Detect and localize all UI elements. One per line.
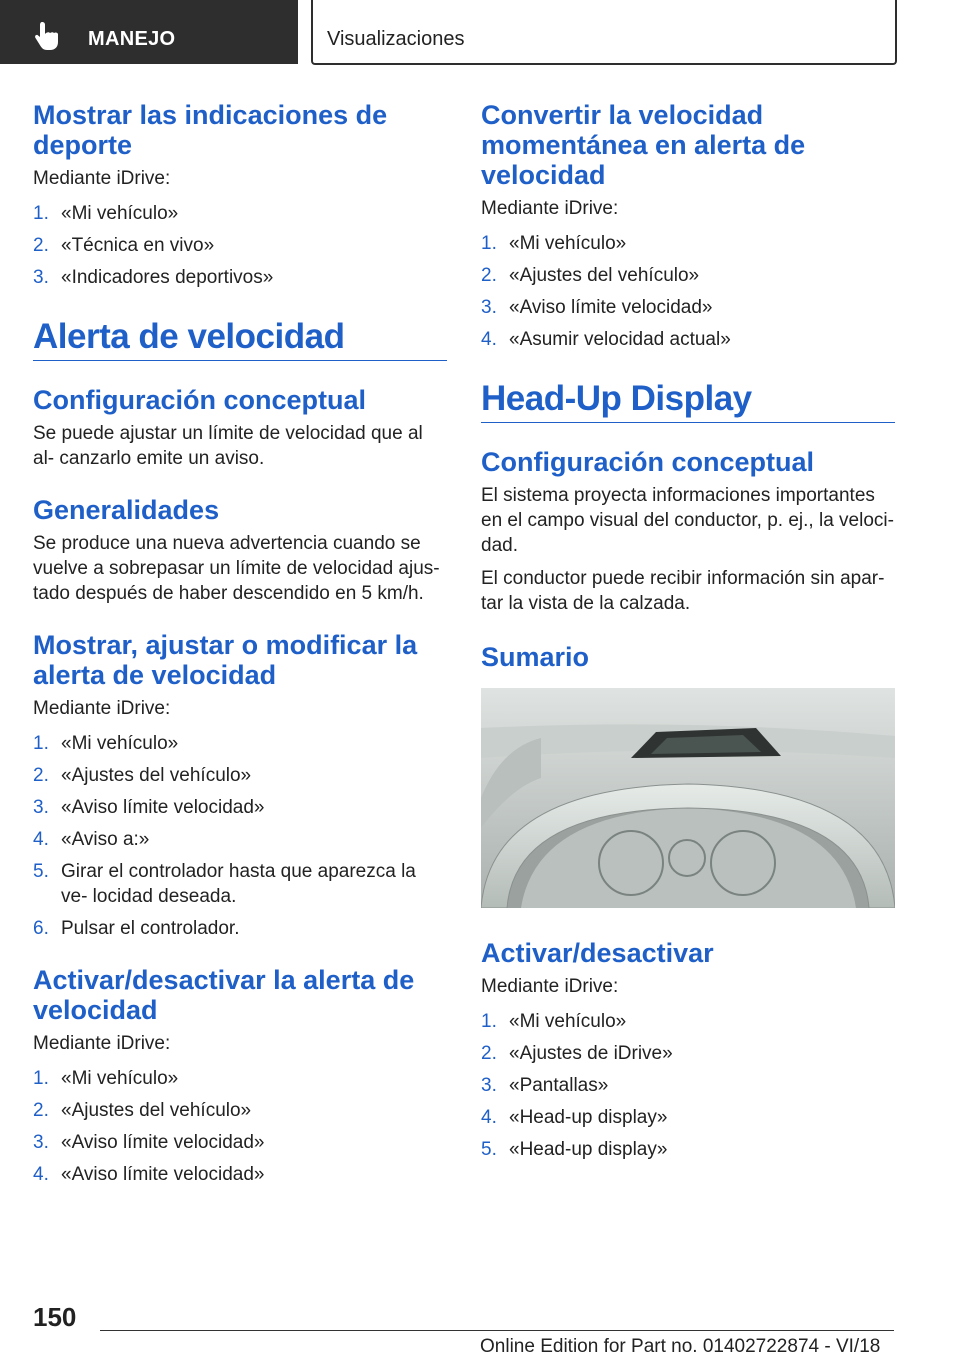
speed-toggle-heading: Activar/desactivar la alerta de velocidad: [33, 965, 415, 1025]
list-item: 3. «Indicadores deportivos»: [33, 267, 274, 288]
hud-concept-text-2: El conductor puede recibir información sin apar‐ tar la vista de la calzada.: [481, 568, 885, 614]
hud-summary-heading: Sumario: [481, 642, 590, 672]
left-column: [33, 100, 447, 1194]
speed-concept-heading: Configuración conceptual: [33, 385, 367, 415]
list-item: 6. Pulsar el controlador.: [33, 918, 240, 939]
hud-title: Head-Up Display: [481, 378, 895, 423]
speed-general-heading: Generalidades: [33, 495, 220, 525]
hand-pointer-icon: [32, 20, 66, 52]
speed-general-text: Se produce una nueva advertencia cuando se vuelve a sobrepasar un límite de velocidad ajus‐ tado después de haber descendido en 5 km/h.: [33, 533, 440, 604]
header-chapter-box: [311, 0, 897, 65]
list-item: 3. «Aviso límite velocidad»: [481, 297, 713, 318]
list-item: 1. «Mi vehículo»: [481, 233, 627, 254]
list-item: 5. Girar el controlador hasta que aparezca la ve‐ locidad deseada.: [33, 861, 416, 907]
head-up-display-illustration: [481, 688, 895, 908]
list-item: 2. «Ajustes del vehículo»: [33, 1100, 252, 1121]
sport-intro: Mediante iDrive:: [33, 168, 171, 189]
speed-concept-text: Se puede ajustar un límite de velocidad que al al‐ canzarlo emite un aviso.: [33, 423, 423, 469]
list-item: 1. «Mi vehículo»: [33, 203, 179, 224]
list-item: 4. «Aviso a:»: [33, 829, 150, 850]
list-item: 4. «Head-up display»: [481, 1107, 668, 1128]
speed-show-heading: Mostrar, ajustar o modificar la alerta de velocidad: [33, 630, 418, 690]
list-item: 5. «Head-up display»: [481, 1139, 668, 1160]
list-item: 3. «Pantallas»: [481, 1075, 609, 1096]
convert-intro: Mediante iDrive:: [481, 198, 619, 219]
list-item: 2. «Ajustes del vehículo»: [33, 765, 252, 786]
list-item: 2. «Ajustes de iDrive»: [481, 1043, 673, 1064]
list-item: 1. «Mi vehículo»: [33, 1068, 179, 1089]
sport-heading: Mostrar las indicaciones de deporte: [33, 100, 388, 160]
speed-toggle-steps: [33, 1066, 447, 1187]
speed-show-intro: Mediante iDrive:: [33, 698, 171, 719]
list-item: 1. «Mi vehículo»: [33, 733, 179, 754]
hud-activate-heading: Activar/desactivar: [481, 938, 714, 968]
list-item: 4. «Aviso límite velocidad»: [33, 1164, 265, 1185]
header-section-tab: [0, 0, 298, 64]
list-item: 1. «Mi vehículo»: [481, 1011, 627, 1032]
list-item: 2. «Técnica en vivo»: [33, 235, 215, 256]
chapter-label: Visualizaciones: [327, 28, 465, 50]
list-item: 3. «Aviso límite velocidad»: [33, 1132, 265, 1153]
list-item: 2. «Ajustes del vehículo»: [481, 265, 700, 286]
speed-alert-title: Alerta de velocidad: [33, 316, 447, 361]
right-column: [481, 100, 895, 1169]
speed-toggle-intro: Mediante iDrive:: [33, 1033, 171, 1054]
sport-steps: [33, 201, 447, 290]
page-number: 150: [33, 1302, 77, 1332]
footer-divider: [100, 1330, 894, 1331]
convert-heading: Convertir la velocidad momentánea en alerta de velocidad: [481, 100, 806, 190]
edition-text: Online Edition for Part no. 01402722874 - VI/18: [480, 1336, 881, 1357]
hud-activate-steps: [481, 1009, 895, 1162]
hud-activate-intro: Mediante iDrive:: [481, 976, 619, 997]
section-label: MANEJO: [88, 28, 176, 50]
list-item: 3. «Aviso límite velocidad»: [33, 797, 265, 818]
hud-concept-text-1: El sistema proyecta informaciones importantes en el campo visual del conductor, p. ej., la veloci‐ dad.: [481, 485, 894, 556]
list-item: 4. «Asumir velocidad actual»: [481, 329, 731, 350]
speed-show-steps: [33, 731, 447, 941]
hud-concept-heading: Configuración conceptual: [481, 447, 815, 477]
convert-steps: [481, 231, 895, 352]
